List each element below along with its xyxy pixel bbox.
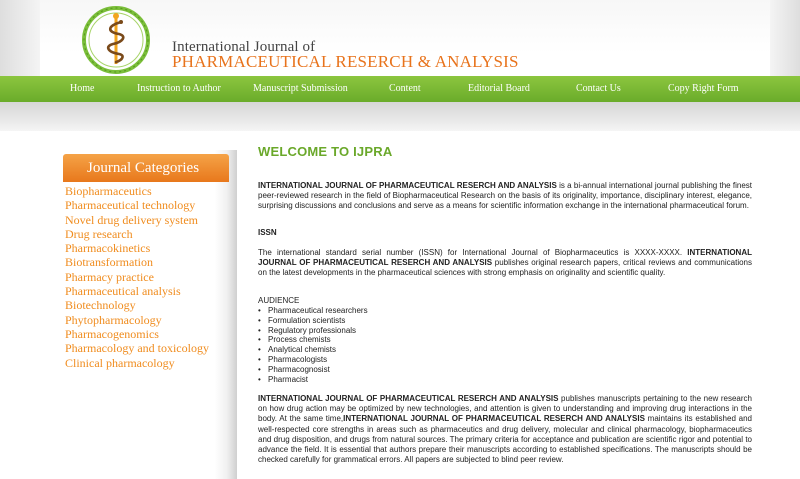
audience-item: • Pharmaceutical researchers xyxy=(258,306,368,316)
category-link-pharmacokinetics[interactable]: Pharmacokinetics xyxy=(65,241,151,256)
category-link-clinical-pharmacology[interactable]: Clinical pharmacology xyxy=(65,355,175,370)
issn-heading: ISSN xyxy=(258,228,277,237)
category-list xyxy=(65,184,209,370)
audience-item: • Pharmacist xyxy=(258,375,368,385)
journal-title-small: International Journal of xyxy=(172,39,316,55)
header-edge-right xyxy=(770,0,800,76)
header-edge-left xyxy=(0,0,40,76)
journal-title-big: PHARMACEUTICAL RESERCH & ANALYSIS xyxy=(172,52,519,71)
nav-home[interactable]: Home xyxy=(70,83,95,94)
category-link-novel-drug-delivery[interactable]: Novel drug delivery system xyxy=(65,212,198,227)
category-link-drug-research[interactable]: Drug research xyxy=(65,226,133,241)
page-title: WELCOME TO IJPRA xyxy=(258,144,393,159)
nav-instruction-to-author[interactable]: Instruction to Author xyxy=(137,83,221,94)
issn-text: The international standard serial number (ISSN) for International Journal of Biopharmaceutics is XXXX-XXXX. xyxy=(258,248,688,257)
intro-paragraph xyxy=(258,181,752,212)
journal-name-bold: INTERNATIONAL JOURNAL OF PHARMACEUTICAL RESERCH AND ANALYSIS xyxy=(258,248,752,268)
audience-item: • Pharmacologists xyxy=(258,355,368,365)
site-header xyxy=(0,0,800,76)
category-link-phytopharmacology[interactable]: Phytopharmacology xyxy=(65,312,162,327)
category-link-biotechnology[interactable]: Biotechnology xyxy=(65,298,136,313)
audience-item: • Process chemists xyxy=(258,335,368,345)
audience-item: • Analytical chemists xyxy=(258,345,368,355)
nav-content[interactable]: Content xyxy=(389,83,421,94)
category-link-pharmacy-practice[interactable]: Pharmacy practice xyxy=(65,269,154,284)
main-content xyxy=(258,144,752,465)
audience-item: • Pharmacognosist xyxy=(258,365,368,375)
scope-paragraph xyxy=(258,394,752,465)
nav-contact-us[interactable]: Contact Us xyxy=(576,83,621,94)
category-link-pharmacology-toxicology[interactable]: Pharmacology and toxicology xyxy=(65,341,209,356)
audience-heading: AUDIENCE xyxy=(258,296,300,305)
header-grey-band xyxy=(0,102,800,131)
intro-text: is a bi-annual international journal publishing the finest peer-reviewed research in the field of Biopharmaceutical Research on the basis of its originality, importance, disciplinary interest, elegance, surprising discussions and conclusions and serve as a means for scientific information exchange in the international pharmaceutical forum. xyxy=(258,181,752,211)
audience-item: • Regulatory professionals xyxy=(258,326,368,336)
nav-manuscript-submission[interactable]: Manuscript Submission xyxy=(253,83,348,94)
journal-logo-icon[interactable] xyxy=(77,4,155,76)
nav-editorial-board[interactable]: Editorial Board xyxy=(468,83,530,94)
category-link-pharmacogenomics[interactable]: Pharmacogenomics xyxy=(65,326,159,341)
journal-categories-heading: Journal Categories xyxy=(63,154,229,182)
scope-text-a: publishes manuscripts pertaining to the new research on how drug action may be optimized by new technologies, and attention is given to understanding and improving drug interactions in the body. At the same time, xyxy=(258,394,752,424)
journal-name-bold: INTERNATIONAL JOURNAL OF PHARMACEUTICAL RESERCH AND ANALYSIS xyxy=(343,414,645,424)
issn-text-rest: publishes original research papers, critical reviews and communications on the latest developments in the pharmaceutical sciences with strong emphasis on originality and scientific quality. xyxy=(258,258,752,278)
audience-item: • Formulation scientists xyxy=(258,316,368,326)
category-link-biopharmaceutics[interactable]: Biopharmaceutics xyxy=(65,184,152,198)
journal-name-bold: INTERNATIONAL JOURNAL OF PHARMACEUTICAL RESERCH AND ANALYSIS xyxy=(258,181,557,190)
issn-paragraph xyxy=(258,248,752,279)
category-link-pharmaceutical-analysis[interactable]: Pharmaceutical analysis xyxy=(65,284,181,299)
scope-text-b: maintains its established and well-respected core strengths in areas such as pharmaceutics and drug delivery, molecular and clinical pharmacology, biopharmaceutics and drug disposition, and drugs from natural sources. The primary criteria for acceptance and publication are scientific rigor and potential to advance the field. It is essential that authors prepare their manuscripts according to established specifications. The manuscripts should be checked carefully for grammatical errors. All papers are subjected to blind peer review. xyxy=(258,414,752,465)
nav-copy-right-form[interactable]: Copy Right Form xyxy=(668,83,739,94)
category-link-pharmaceutical-technology[interactable]: Pharmaceutical technology xyxy=(65,198,196,213)
sidebar-shadow xyxy=(227,150,237,479)
category-link-biotransformation[interactable]: Biotransformation xyxy=(65,255,153,270)
main-nav xyxy=(0,76,800,102)
journal-name-bold: INTERNATIONAL JOURNAL OF PHARMACEUTICAL RESERCH AND ANALYSIS xyxy=(258,394,559,403)
audience-list xyxy=(258,306,368,384)
